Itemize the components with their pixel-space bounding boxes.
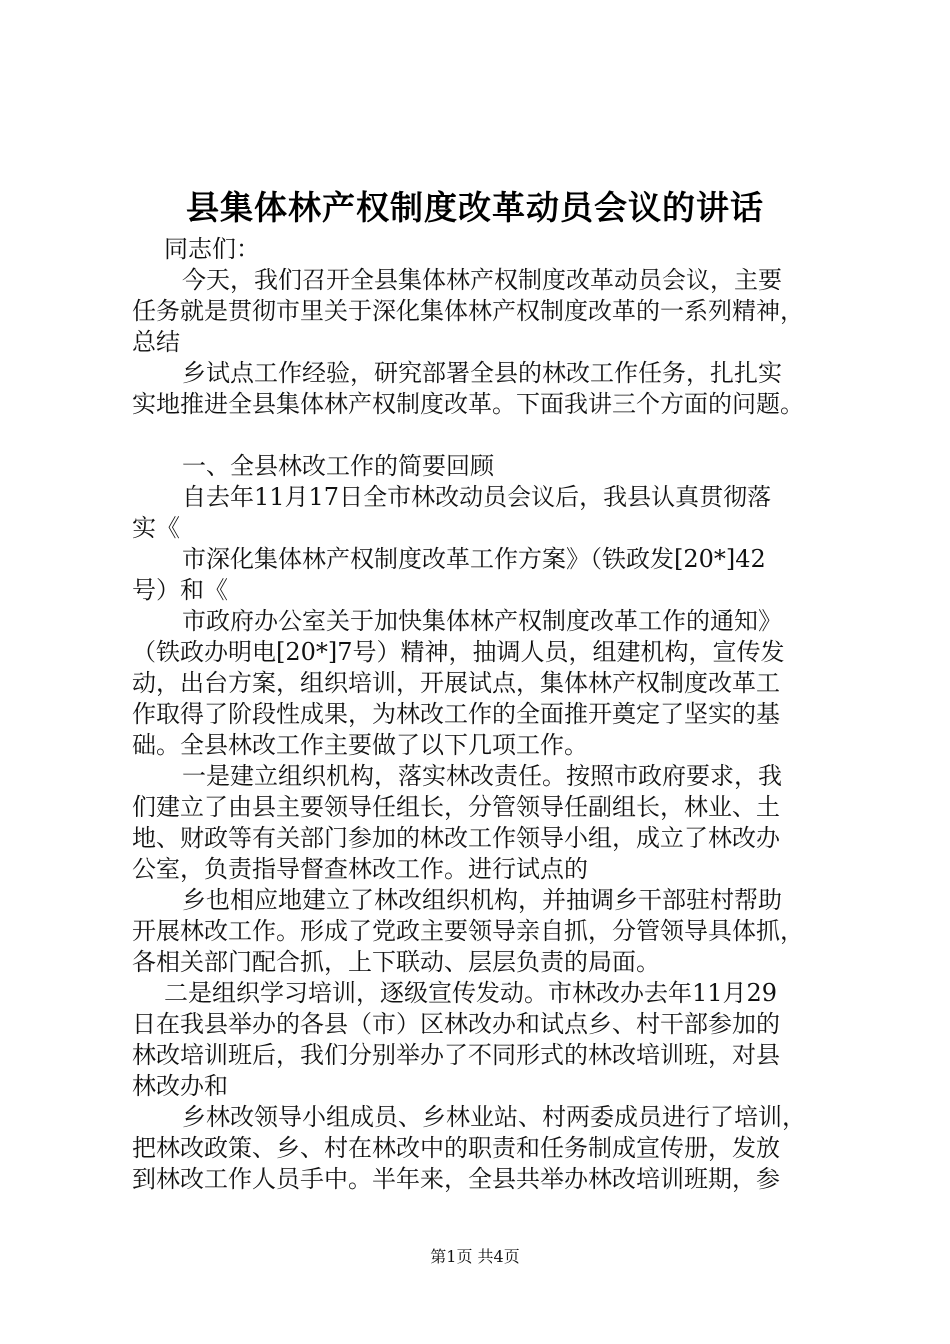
text-line: 市深化集体林产权制度改革工作方案》（铁政发[20*]42 (182, 545, 766, 573)
text-line: 市政府办公室关于加快集体林产权制度改革工作的通知》 (182, 607, 782, 635)
text-line: 各相关部门配合抓，上下联动、层层负责的局面。 (132, 948, 660, 976)
text-line: 任务就是贯彻市里关于深化集体林产权制度改革的一系列精神， (132, 297, 804, 325)
text-line: 二是组织学习培训，逐级宣传发动。市林改办去年11月29 (164, 979, 778, 1007)
text-line: 乡也相应地建立了林改组织机构，并抽调乡干部驻村帮助 (182, 886, 782, 914)
text-line: 公室，负责指导督查林改工作。进行试点的 (132, 855, 588, 883)
text-line: 作取得了阶段性成果，为林改工作的全面推开奠定了坚实的基 (132, 700, 780, 728)
document-body (132, 234, 832, 1195)
blank-line (132, 420, 832, 451)
text-line: 乡试点工作经验，研究部署全县的林改工作任务，扎扎实 (182, 359, 782, 387)
text-line: 日在我县举办的各县（市）区林改办和试点乡、村干部参加的 (132, 1010, 780, 1038)
text-line: 动，出台方案，组织培训，开展试点，集体林产权制度改革工 (132, 669, 780, 697)
text-line: 们建立了由县主要领导任组长，分管领导任副组长，林业、土 (132, 793, 780, 821)
text-line: 到林改工作人员手中。半年来，全县共举办林改培训班期，参 (132, 1165, 780, 1193)
page-footer: 第1页 共4页 (430, 1247, 520, 1266)
text-line: 开展林改工作。形成了党政主要领导亲自抓，分管领导具体抓， (132, 917, 804, 945)
text-line: 自去年11月17日全市林改动员会议后，我县认真贯彻落 (182, 483, 772, 511)
text-line: 林改办和 (132, 1072, 228, 1100)
text-line: 同志们： (164, 235, 260, 263)
text-line: 础。全县林改工作主要做了以下几项工作。 (132, 731, 588, 759)
text-line: 号）和《 (132, 576, 228, 604)
text-line: 一是建立组织机构，落实林改责任。按照市政府要求，我 (182, 762, 782, 790)
text-line: 把林改政策、乡、村在林改中的职责和任务制成宣传册，发放 (132, 1134, 780, 1162)
text-line: （铁政办明电[20*]7号）精神，抽调人员，组建机构，宣传发 (132, 638, 785, 666)
text-line: 实地推进全县集体林产权制度改革。下面我讲三个方面的问题。 (132, 390, 804, 418)
text-line: 林改培训班后，我们分别举办了不同形式的林改培训班，对县 (132, 1041, 780, 1069)
document-title: 县集体林产权制度改革动员会议的讲话 (186, 188, 764, 227)
text-line: 今天，我们召开全县集体林产权制度改革动员会议，主要 (182, 266, 782, 294)
text-line: 总结 (132, 328, 180, 356)
text-line: 地、财政等有关部门参加的林改工作领导小组，成立了林改办 (132, 824, 780, 852)
text-line: 一、全县林改工作的简要回顾 (182, 452, 494, 480)
text-line: 实《 (132, 514, 180, 542)
text-line: 乡林改领导小组成员、乡林业站、村两委成员进行了培训， (182, 1103, 806, 1131)
